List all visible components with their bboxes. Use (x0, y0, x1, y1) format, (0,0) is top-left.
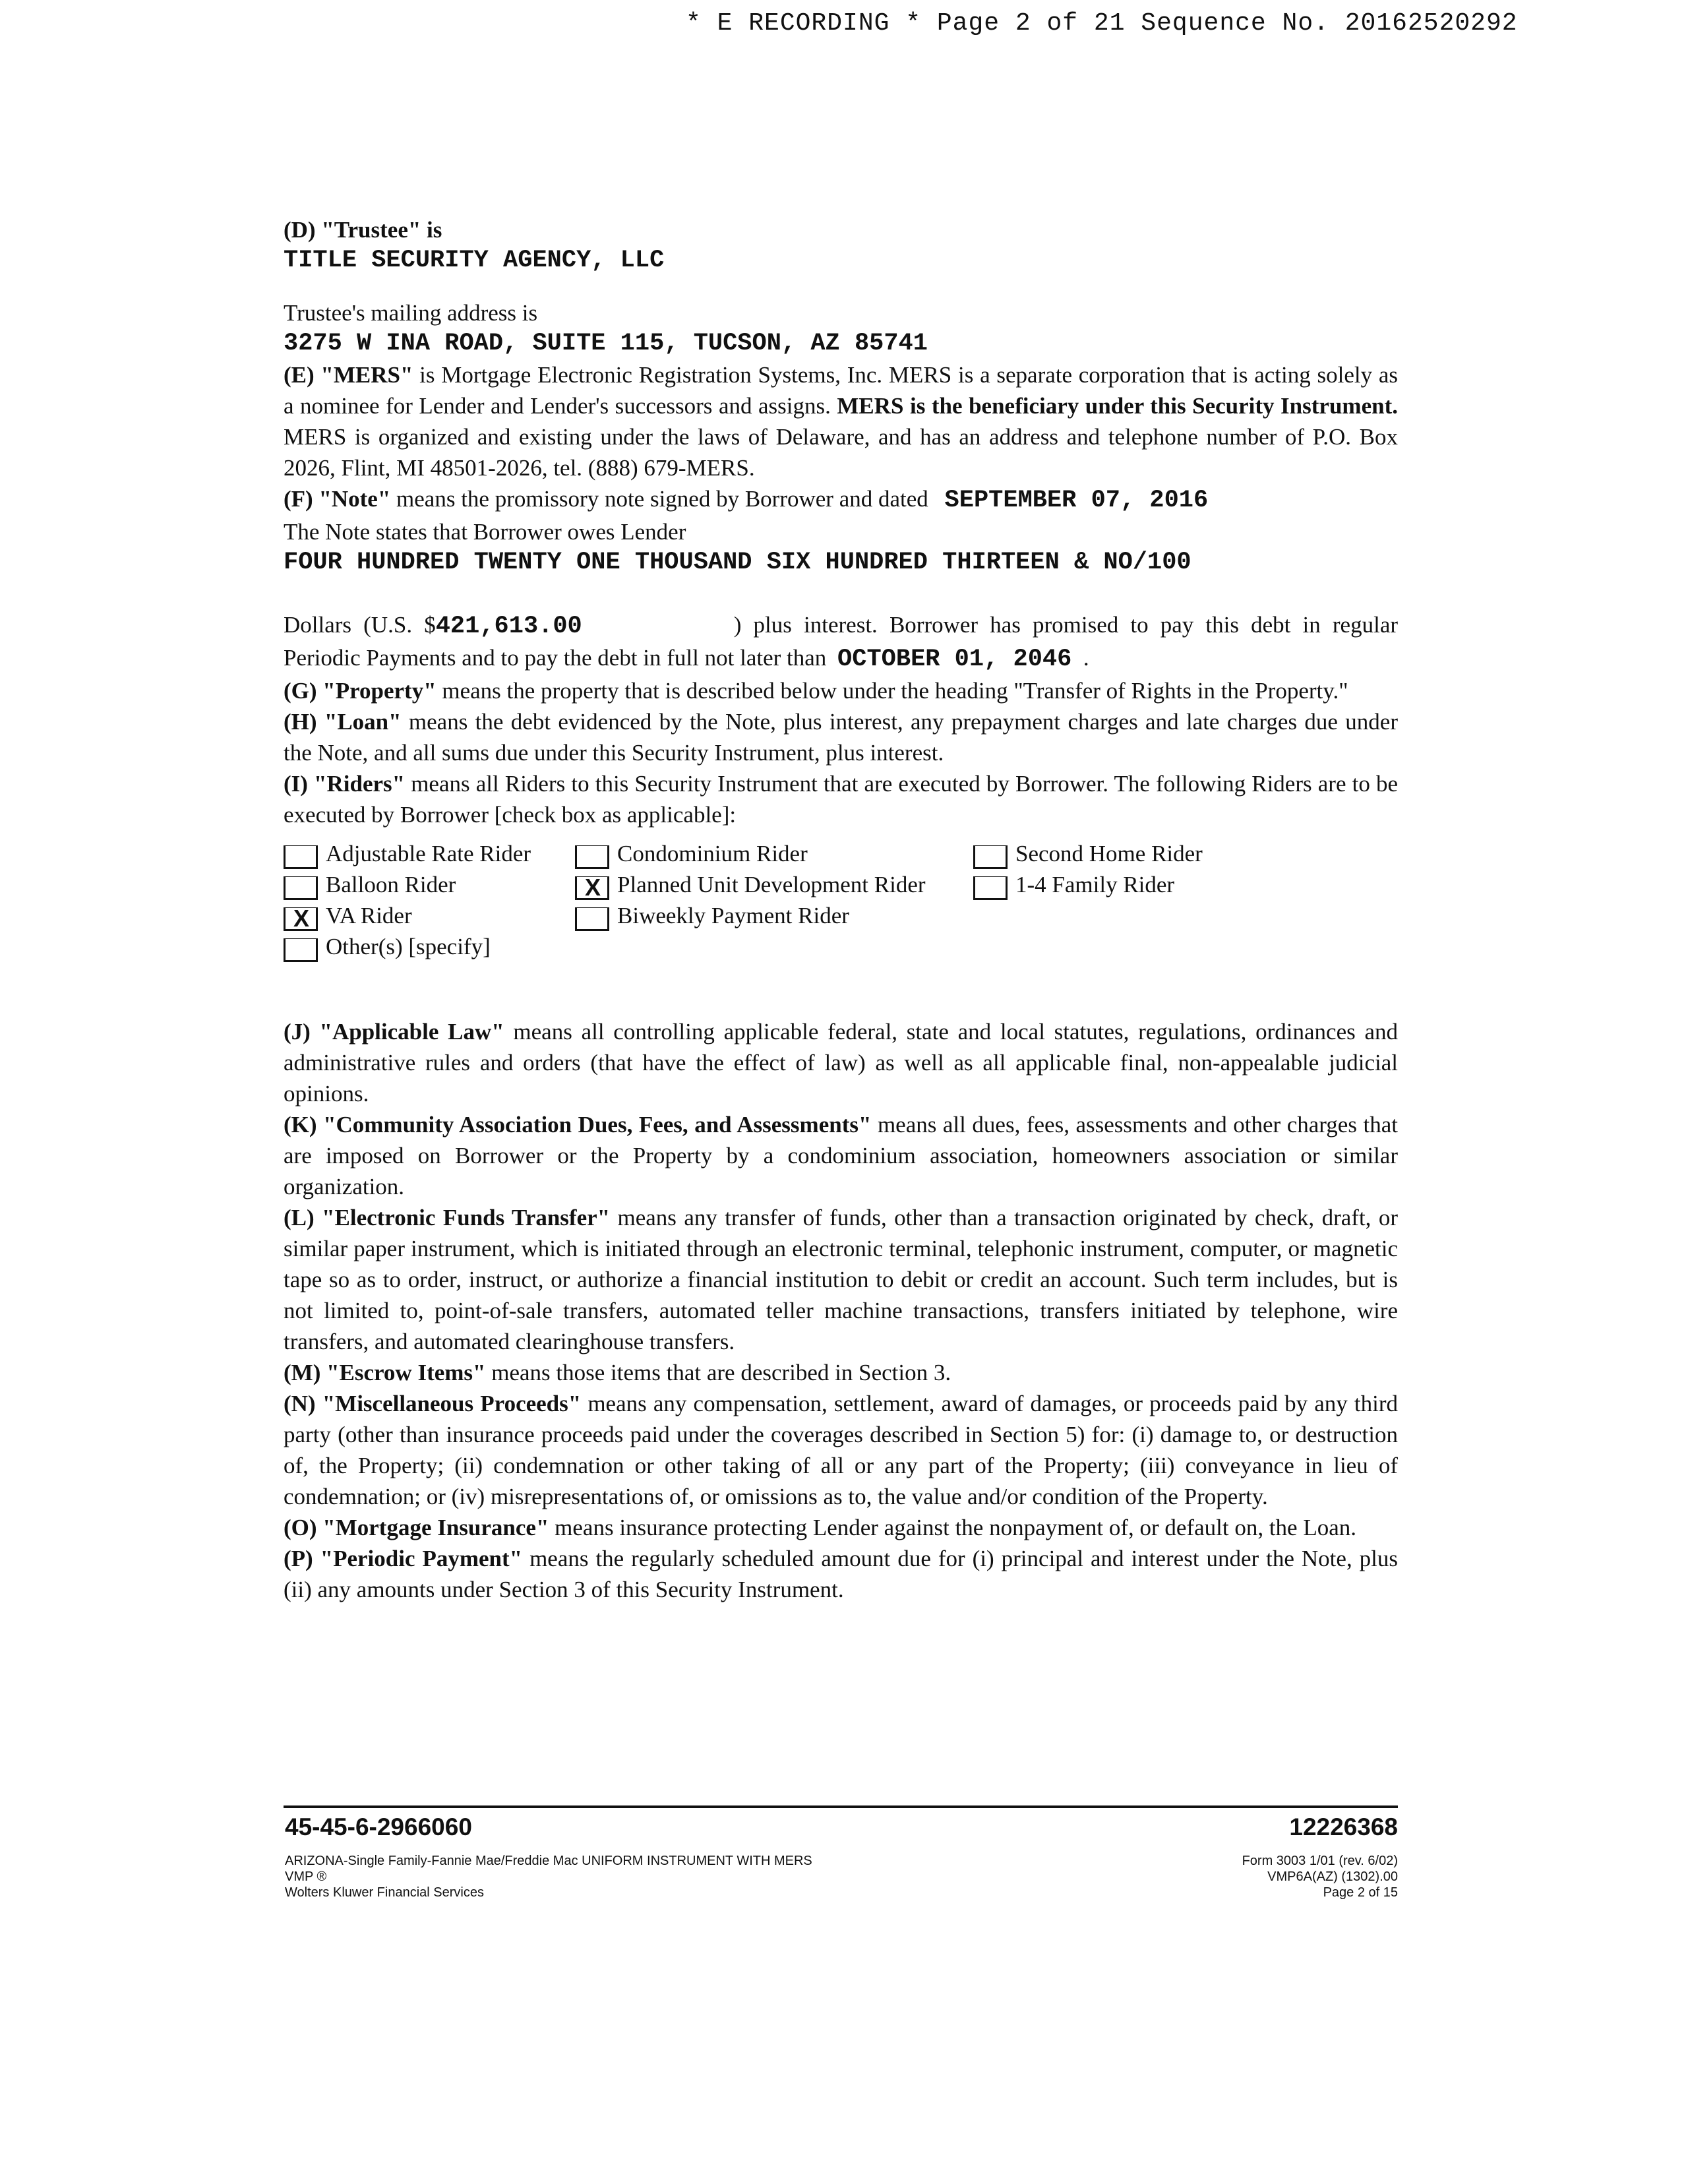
definition-escrow-items: (M) "Escrow Items" means those items that are described in Section 3. (284, 1360, 951, 1385)
checkbox[interactable] (575, 845, 609, 869)
checkbox[interactable] (284, 907, 318, 931)
definition-applicable-law: (J) "Applicable Law" means all controlling applicable federal, state and local statutes, regulations, ordinances and administrative rules and orders (that have the effect of law) as well as all applicable final, non-appealable judicial opinions. (284, 1019, 1398, 1107)
definition-electronic-funds-transfer: (L) "Electronic Funds Transfer" means any transfer of funds, other than a transaction originated by check, draft, or similar paper instrument, which is initiated through an electronic terminal, telephonic instrument, computer, or magnetic tape so as to order, instruct, or authorize a financial institution to debit or credit an account. Such term includes, but is not limited to, point-of-sale transfers, automated teller machine transactions, transfers initiated by telephone, wire transfers, and automated clearinghouse transfers. (284, 1205, 1399, 1354)
note-date: SEPTEMBER 07, 2016 (944, 487, 1209, 514)
note-owes: The Note states that Borrower owes Lender (284, 519, 686, 545)
document-number: 12226368 (1289, 1813, 1398, 1840)
rider-va[interactable]: X VA Rider (284, 900, 412, 931)
form-identifier: Form 3003 1/01 (rev. 6/02) VMP6A(AZ) (1302).00 Page 2 of 15 (1242, 1854, 1398, 1900)
trustee-address: 3275 W INA ROAD, SUITE 115, TUCSON, AZ 85741 (284, 330, 928, 357)
definition-loan: (H) "Loan" means the debt evidenced by the Note, plus interest, any prepayment charges and late charges due under the Note, and all sums due under this Security Instrument, plus interest. (284, 709, 1398, 766)
definition-miscellaneous-proceeds: (N) "Miscellaneous Proceeds" means any compensation, settlement, award of damages, or proceeds paid by any third party (other than insurance proceeds paid under the coverages described in Section 5) for: (i) damage to, or destruction of, the Property; (ii) condemnation or other taking of all or any part of the Property; (iii) conveyance in lieu of condemnation; or (iv) misrepresentations of, or omissions as to, the value and/or condition of the Property. (284, 1391, 1398, 1509)
rider-condominium[interactable]: Condominium Rider (575, 838, 808, 869)
rider-biweekly-payment[interactable]: Biweekly Payment Rider (575, 900, 849, 931)
note-maturity: OCTOBER 01, 2046 (837, 646, 1072, 673)
definition-community-association-dues: (K) "Community Association Dues, Fees, and Assessments" means all dues, fees, assessments and other charges that are imposed on Borrower or the Property by a condominium association, homeowners association or similar organization. (284, 1112, 1398, 1199)
definition-property: (G) "Property" means the property that is described below under the heading "Transfer of Rights in the Property." (284, 678, 1348, 704)
rider-adjustable-rate[interactable]: Adjustable Rate Rider (284, 838, 531, 869)
definition-note: (F) "Note" means the promissory note signed by Borrower and dated SEPTEMBER 07, 2016 (284, 486, 1209, 514)
trustee-name: TITLE SECURITY AGENCY, LLC (284, 247, 665, 274)
note-amount-words: FOUR HUNDRED TWENTY ONE THOUSAND SIX HUNDRED THIRTEEN & NO/100 (284, 549, 1191, 576)
trustee-mailing-label: Trustee's mailing address is (284, 300, 538, 326)
check-mark-2: X (293, 905, 310, 932)
checkbox[interactable] (284, 876, 318, 900)
document-body (284, 214, 1398, 1605)
footer-divider (284, 1805, 1398, 1808)
rider-1-4-family[interactable]: 1-4 Family Rider (973, 869, 1174, 900)
form-description: ARIZONA-Single Family-Fannie Mae/Freddie Mac UNIFORM INSTRUMENT WITH MERS VMP ® Wolters Kluwer Financial Services (285, 1854, 812, 1900)
note-dollars: Dollars (U.S. $421,613.00 ) plus interest. Borrower has promised to pay this debt in regular Periodic Payments and to pay the debt in full not later than OCTOBER 01, 2046 . (284, 612, 1399, 673)
rider-second-home[interactable]: Second Home Rider (973, 838, 1203, 869)
rider-balloon[interactable]: Balloon Rider (284, 869, 456, 900)
definition-riders: (I) "Riders" means all Riders to this Security Instrument that are executed by Borrower. The following Riders are to be executed by Borrower [check box as applicable]: (284, 771, 1398, 828)
checkbox[interactable] (973, 876, 1008, 900)
rider-other[interactable]: Other(s) [specify] (284, 931, 491, 962)
checkbox[interactable] (575, 876, 609, 900)
check-mark-5: X (585, 874, 601, 901)
trustee-label: (D) "Trustee" is (284, 217, 442, 243)
loan-number: 45-45-6-2966060 (285, 1813, 472, 1840)
definition-mortgage-insurance: (O) "Mortgage Insurance" means insurance protecting Lender against the nonpayment of, or default on, the Loan. (284, 1515, 1356, 1540)
checkbox[interactable] (575, 907, 609, 931)
note-amount: 421,613.00 (435, 613, 582, 640)
definition-periodic-payment: (P) "Periodic Payment" means the regularly scheduled amount due for (i) principal and interest under the Note, plus (ii) any amounts under Section 3 of this Security Instrument. (284, 1546, 1399, 1602)
riders-checklist (284, 838, 1398, 970)
recording-header: * E RECORDING * Page 2 of 21 Sequence No. 20162520292 (686, 9, 1518, 38)
checkbox[interactable] (973, 845, 1008, 869)
checkbox[interactable] (284, 938, 318, 962)
definition-mers: (E) "MERS" is Mortgage Electronic Registration Systems, Inc. MERS is a separate corporation that is acting solely as a nominee for Lender and Lender's successors and assigns. MERS is the beneficiary under this Security Instrument. MERS is organized and existing under the laws of Delaware, and has an address and telephone number of P.O. Box 2026, Flint, MI 48501-2026, tel. (888) 679-MERS. (284, 362, 1399, 481)
checkbox[interactable] (284, 845, 318, 869)
rider-planned-unit-development[interactable]: X Planned Unit Development Rider (575, 869, 926, 900)
